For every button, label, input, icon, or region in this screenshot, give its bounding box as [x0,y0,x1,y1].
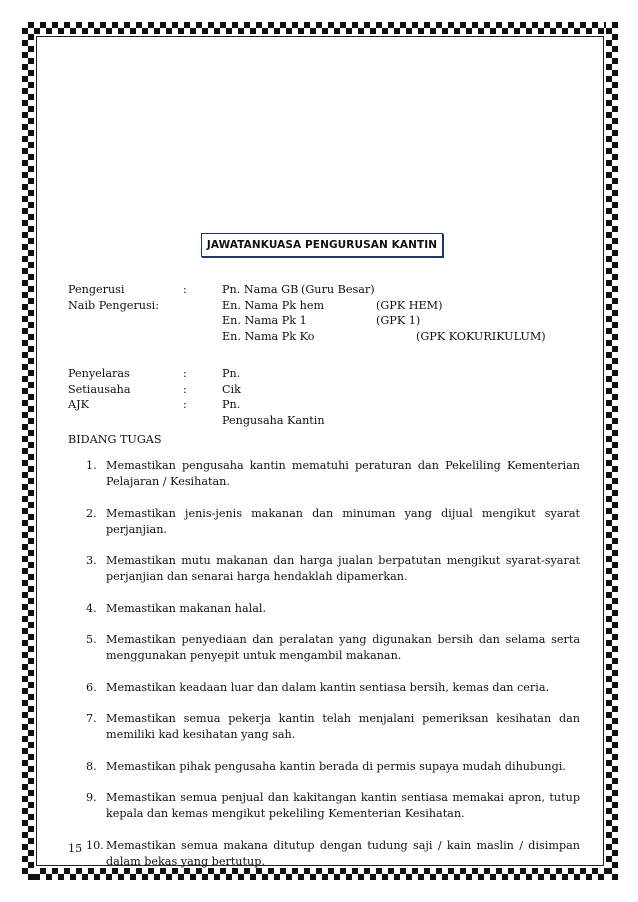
list-item-number: 2. [86,506,97,520]
name-naib-2: En. Nama Pk 1 [222,314,307,327]
page-border-left [22,22,34,880]
list-item [86,601,580,617]
post-pengerusi: (Guru Besar) [301,283,375,296]
list-item [86,759,580,775]
list-item-text: Memastikan penyediaan dan peralatan yang digunakan bersih dan selama serta menggunakan penyepit untuk mengambil makanan. [106,633,580,662]
name-setiausaha: Cik [222,382,241,396]
page-border-right [606,22,618,880]
colon-ajk: : [183,398,187,411]
list-item-text: Memastikan semua penjual dan kakitangan kantin sentiasa memakai apron, tutup kepala dan kemas mengikut pekeliling Kementerian Kesihatan. [106,791,580,820]
post-naib-3: (GPK KOKURIKULUM) [416,329,546,343]
role-pengerusi: Pengerusi [68,283,125,296]
list-item [86,680,580,696]
list-item-text: Memastikan pihak pengusaha kantin berada di permis supaya mudah dihubungi. [106,759,566,773]
name-naib-3: En. Nama Pk Ko [222,329,315,343]
list-item-number: 5. [86,633,97,646]
list-item-number: 10. [86,838,104,852]
post-naib-2: (GPK 1) [376,314,421,327]
list-item-text: Memastikan semua makana ditutup dengan tudung saji / kain maslin / disimpan dalam bekas yang bertutup. [106,838,580,868]
name-penyelaras: Pn. [222,367,241,380]
list-item-number: 7. [86,712,97,725]
page-number: 15 [68,842,83,855]
role-penyelaras: Penyelaras [68,367,130,380]
list-item [86,711,580,743]
list-item [86,506,580,538]
name-pengusaha-kantin: Pengusaha Kantin [222,413,325,427]
list-item-number: 4. [86,601,97,615]
role-naib-pengerusi: Naib Pengerusi: [68,298,160,312]
colon-pengerusi: : [183,283,187,296]
duties-list [86,458,580,885]
list-item-number: 1. [86,459,97,472]
list-item-text: Memastikan semua pekerja kantin telah menjalani pemeriksan kesihatan dan memiliki kad kesihatan yang sah. [106,712,580,741]
list-item-text: Memastikan jenis-jenis makanan dan minuman yang dijual mengikut syarat perjanjian. [106,506,580,536]
list-item [86,838,580,870]
role-setiausaha: Setiausaha [68,382,131,396]
list-item-text: Memastikan pengusaha kantin mematuhi peraturan dan Pekeliling Kementerian Pelajaran / Kesihatan. [106,459,580,488]
list-item [86,790,580,822]
page-border-top [22,22,618,34]
list-item-text: Memastikan keadaan luar dan dalam kantin sentiasa bersih, kemas dan ceria. [106,680,550,694]
name-naib-1: En. Nama Pk hem [222,298,325,312]
list-item [86,458,580,490]
colon-penyelaras: : [183,367,187,380]
list-item-text: Memastikan makanan halal. [106,601,267,615]
list-item-number: 3. [86,554,97,567]
list-item-text: Memastikan mutu makanan dan harga jualan berpatutan mengikut syarat-syarat perjanjian dan senarai harga hendaklah dipamerkan. [106,554,580,583]
post-naib-1: (GPK HEM) [376,298,443,312]
list-item [86,632,580,664]
list-item-number: 9. [86,791,97,804]
list-item-number: 8. [86,759,97,773]
name-pengerusi: Pn. Nama GB [222,283,299,296]
section-heading: BIDANG TUGAS [68,433,162,446]
list-item [86,553,580,585]
list-item-number: 6. [86,680,97,694]
colon-setiausaha: : [183,382,187,396]
role-ajk: AJK [68,398,89,411]
name-ajk: Pn. [222,398,241,411]
document-title: JAWATANKUASA PENGURUSAN KANTIN [201,233,443,257]
